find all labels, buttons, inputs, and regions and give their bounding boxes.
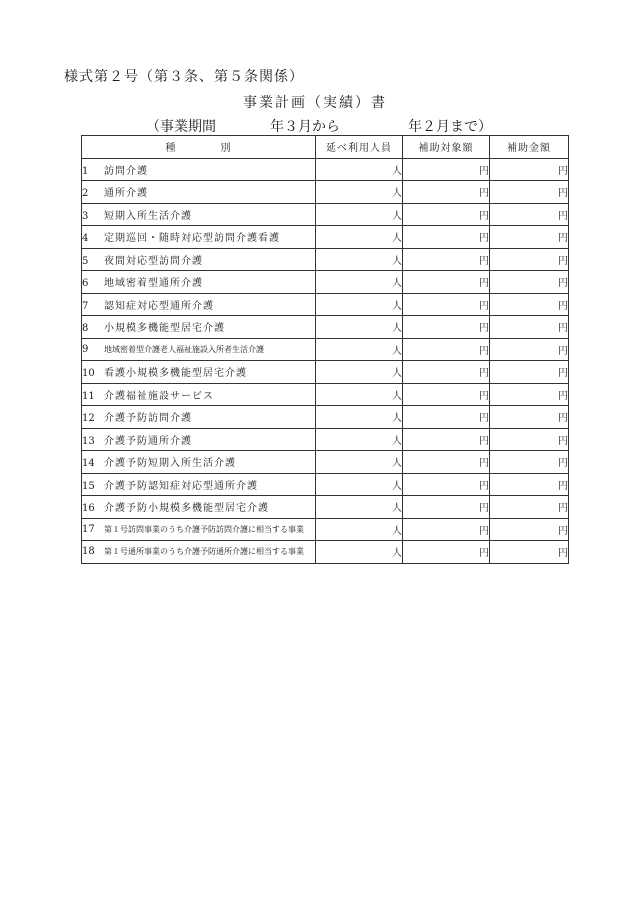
service-type-cell	[82, 496, 316, 519]
users-cell[interactable]: 人	[316, 271, 403, 294]
column-header-type-part1: 種	[165, 143, 177, 155]
subsidy-amount-cell[interactable]: 円	[490, 451, 569, 474]
service-type-label: 看護小規模多機能型居宅介護	[104, 368, 247, 380]
users-cell[interactable]: 人	[316, 181, 403, 204]
period-open-label: （事業期間	[146, 119, 216, 135]
service-type-cell	[82, 541, 316, 564]
users-cell[interactable]: 人	[316, 541, 403, 564]
subsidy-amount-cell[interactable]: 円	[490, 338, 569, 361]
document-title: 事業計画（実績）書	[243, 95, 387, 111]
service-type-label: 短期入所生活介護	[104, 210, 192, 222]
service-type-cell	[82, 181, 316, 204]
form-number: 様式第２号（第３条、第５条関係）	[64, 69, 304, 85]
service-type-label: 介護福祉施設サービス	[104, 390, 214, 402]
table-row	[82, 496, 569, 519]
service-type-cell	[82, 383, 316, 406]
subsidy-amount-cell[interactable]: 円	[490, 271, 569, 294]
subsidy-amount-cell[interactable]: 円	[490, 406, 569, 429]
row-number: 1	[82, 165, 89, 177]
target-amount-cell[interactable]: 円	[403, 271, 490, 294]
subsidy-amount-cell[interactable]: 円	[490, 316, 569, 339]
users-cell[interactable]: 人	[316, 473, 403, 496]
table-row	[82, 181, 569, 204]
subsidy-amount-cell[interactable]: 円	[490, 428, 569, 451]
row-number: 7	[82, 300, 89, 312]
table-row	[82, 406, 569, 429]
row-number: 6	[82, 278, 89, 290]
subsidy-amount-cell[interactable]: 円	[490, 541, 569, 564]
target-amount-cell[interactable]: 円	[403, 496, 490, 519]
row-number: 15	[82, 480, 95, 492]
users-cell[interactable]: 人	[316, 383, 403, 406]
service-type-label: 認知症対応型通所介護	[104, 300, 214, 312]
service-type-cell	[82, 473, 316, 496]
users-cell[interactable]: 人	[316, 406, 403, 429]
service-type-label: 地域密着型介護老人福祉施設入所者生活介護	[104, 344, 264, 354]
business-period	[0, 116, 630, 136]
target-amount-cell[interactable]: 円	[403, 248, 490, 271]
row-number: 16	[82, 503, 95, 515]
row-number: 2	[82, 188, 89, 200]
service-type-cell	[82, 361, 316, 384]
service-type-label: 通所介護	[104, 188, 148, 200]
column-header-users: 延べ利用人員	[316, 136, 403, 159]
users-cell[interactable]: 人	[316, 338, 403, 361]
row-number: 12	[82, 413, 95, 425]
target-amount-cell[interactable]: 円	[403, 338, 490, 361]
table-row	[82, 293, 569, 316]
users-cell[interactable]: 人	[316, 496, 403, 519]
service-type-cell	[82, 518, 316, 541]
table-row	[82, 473, 569, 496]
service-type-cell	[82, 428, 316, 451]
row-number: 9	[82, 343, 89, 355]
table-row	[82, 451, 569, 474]
column-header-type-part2: 別	[220, 143, 232, 155]
row-number: 3	[82, 210, 89, 222]
service-type-cell	[82, 316, 316, 339]
row-number: 13	[82, 435, 95, 447]
users-cell[interactable]: 人	[316, 293, 403, 316]
target-amount-cell[interactable]: 円	[403, 518, 490, 541]
service-type-cell	[82, 406, 316, 429]
period-until-label: 年２月まで）	[408, 119, 492, 135]
service-type-cell	[82, 338, 316, 361]
table-row	[82, 248, 569, 271]
service-type-label: 介護予防認知症対応型通所介護	[104, 480, 258, 492]
target-amount-cell[interactable]: 円	[403, 316, 490, 339]
service-type-label: 訪問介護	[104, 165, 148, 177]
service-type-cell	[82, 451, 316, 474]
subsidy-amount-cell[interactable]: 円	[490, 203, 569, 226]
target-amount-cell[interactable]: 円	[403, 361, 490, 384]
target-amount-cell[interactable]: 円	[403, 406, 490, 429]
business-plan-table	[81, 135, 569, 564]
target-amount-cell[interactable]: 円	[403, 428, 490, 451]
table-row	[82, 428, 569, 451]
target-amount-cell[interactable]: 円	[403, 541, 490, 564]
target-amount-cell[interactable]: 円	[403, 203, 490, 226]
users-cell[interactable]: 人	[316, 248, 403, 271]
row-number: 10	[82, 368, 95, 380]
service-type-cell	[82, 271, 316, 294]
service-type-label: 介護予防通所介護	[104, 435, 192, 447]
target-amount-cell[interactable]: 円	[403, 226, 490, 249]
subsidy-amount-cell[interactable]: 円	[490, 496, 569, 519]
row-number: 14	[82, 458, 95, 470]
service-type-cell	[82, 248, 316, 271]
service-type-cell	[82, 203, 316, 226]
period-from-label: 年３月から	[270, 119, 340, 135]
subsidy-amount-cell[interactable]: 円	[490, 518, 569, 541]
subsidy-amount-cell[interactable]: 円	[490, 226, 569, 249]
service-type-label: 第１号訪問事業のうち介護予防訪問介護に相当する事業	[104, 524, 304, 534]
target-amount-cell[interactable]: 円	[403, 158, 490, 181]
table-row	[82, 158, 569, 181]
table-row	[82, 338, 569, 361]
subsidy-amount-cell[interactable]: 円	[490, 473, 569, 496]
users-cell[interactable]: 人	[316, 226, 403, 249]
column-header-subsidy-amount: 補助金額	[490, 136, 569, 159]
row-number: 11	[82, 390, 95, 402]
column-header-target-amount: 補助対象額	[403, 136, 490, 159]
table-row	[82, 361, 569, 384]
subsidy-amount-cell[interactable]: 円	[490, 248, 569, 271]
service-type-label: 第１号通所事業のうち介護予防通所介護に相当する事業	[104, 547, 304, 557]
service-type-label: 介護予防短期入所生活介護	[104, 458, 236, 470]
users-cell[interactable]: 人	[316, 451, 403, 474]
table-row	[82, 383, 569, 406]
table-row	[82, 203, 569, 226]
target-amount-cell[interactable]: 円	[403, 293, 490, 316]
row-number: 18	[82, 546, 95, 558]
table-row	[82, 316, 569, 339]
table-row	[82, 541, 569, 564]
table-row	[82, 226, 569, 249]
column-header-type	[82, 136, 316, 159]
row-number: 8	[82, 323, 89, 335]
users-cell[interactable]: 人	[316, 518, 403, 541]
target-amount-cell[interactable]: 円	[403, 451, 490, 474]
row-number: 17	[82, 523, 95, 535]
subsidy-amount-cell[interactable]: 円	[490, 361, 569, 384]
users-cell[interactable]: 人	[316, 203, 403, 226]
table-row	[82, 518, 569, 541]
users-cell[interactable]: 人	[316, 316, 403, 339]
service-type-label: 地域密着型通所介護	[104, 278, 203, 290]
subsidy-amount-cell[interactable]: 円	[490, 181, 569, 204]
table-header-row	[82, 136, 569, 159]
service-type-label: 介護予防訪問介護	[104, 413, 192, 425]
service-type-label: 小規模多機能型居宅介護	[104, 323, 225, 335]
target-amount-cell[interactable]: 円	[403, 181, 490, 204]
service-type-label: 介護予防小規模多機能型居宅介護	[104, 503, 269, 515]
row-number: 5	[82, 255, 89, 267]
table-row	[82, 271, 569, 294]
service-type-cell	[82, 293, 316, 316]
users-cell[interactable]: 人	[316, 361, 403, 384]
row-number: 4	[82, 233, 89, 245]
target-amount-cell[interactable]: 円	[403, 473, 490, 496]
subsidy-amount-cell[interactable]: 円	[490, 383, 569, 406]
service-type-label: 定期巡回・随時対応型訪問介護看護	[104, 233, 280, 245]
users-cell[interactable]: 人	[316, 428, 403, 451]
target-amount-cell[interactable]: 円	[403, 383, 490, 406]
users-cell[interactable]: 人	[316, 158, 403, 181]
service-type-label: 夜間対応型訪問介護	[104, 255, 203, 267]
subsidy-amount-cell[interactable]: 円	[490, 158, 569, 181]
subsidy-amount-cell[interactable]: 円	[490, 293, 569, 316]
service-type-cell	[82, 158, 316, 181]
service-type-cell	[82, 226, 316, 249]
